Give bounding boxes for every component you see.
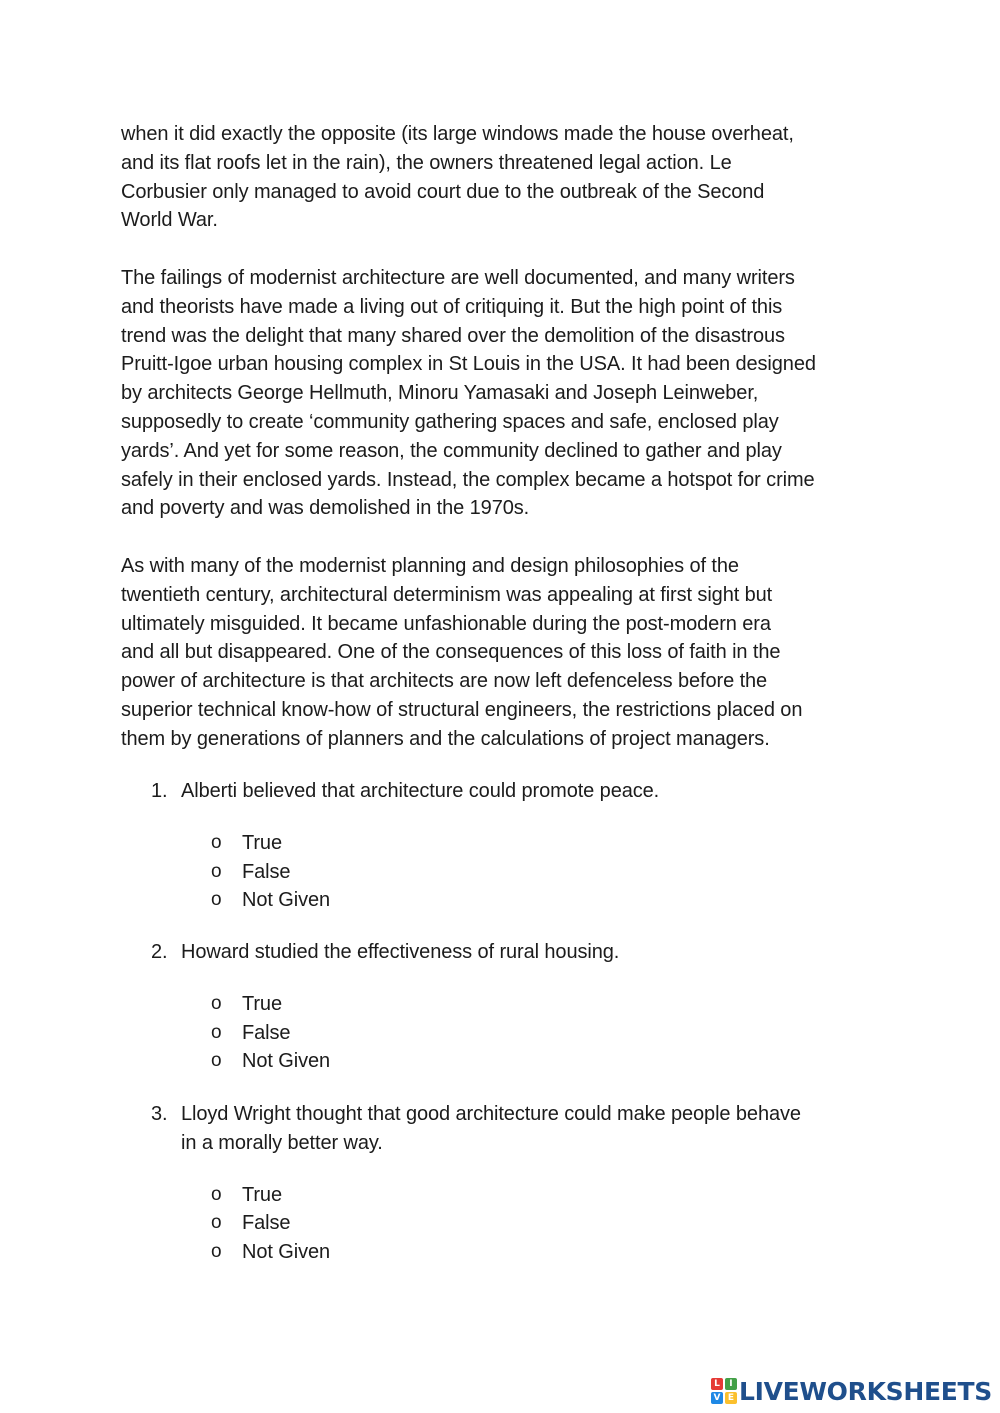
option-label: Not Given: [242, 1241, 331, 1264]
question-line: Howard studied the effectiveness of rural housing.: [181, 941, 620, 963]
passage-line: and its flat roofs let in the rain), the owners threatened legal action. Le: [121, 151, 732, 174]
question-1: [121, 777, 891, 938]
passage-line: yards’. And yet for some reason, the community declined to gather and play: [121, 439, 782, 462]
circle-bullet-icon: o: [211, 1212, 222, 1234]
circle-bullet-icon: o: [211, 1241, 222, 1263]
passage-line: and theorists have made a living out of critiquing it. But the high point of this: [121, 295, 783, 318]
brand-name: LIVEWORKSHEETS: [738, 1376, 992, 1406]
passage-paragraph-3: [121, 552, 891, 754]
option-false[interactable]: [121, 1019, 891, 1048]
passage-line: by architects George Hellmuth, Minoru Yamasaki and Joseph Leinweber,: [121, 382, 759, 405]
question-text: [181, 938, 891, 967]
circle-bullet-icon: o: [211, 831, 222, 853]
option-not-given[interactable]: [121, 886, 891, 915]
option-not-given[interactable]: [121, 1238, 891, 1267]
passage-line: and all but disappeared. One of the consequences of this loss of faith in the: [121, 641, 781, 664]
question-line: Lloyd Wright thought that good architecture could make people behave: [181, 1103, 801, 1125]
circle-bullet-icon: o: [211, 1021, 222, 1043]
option-label: False: [242, 1212, 291, 1235]
question-line: Alberti believed that architecture could promote peace.: [181, 780, 660, 802]
passage-line: safely in their enclosed yards. Instead, the complex became a hotspot for crime: [121, 468, 815, 491]
question-number: 2.: [151, 941, 168, 963]
passage-line: As with many of the modernist planning and design philosophies of the: [121, 554, 739, 577]
passage-line: Pruitt-Igoe urban housing complex in St Louis in the USA. It had been designed: [121, 353, 816, 376]
worksheet-page: [121, 120, 891, 1264]
question-2: [121, 938, 891, 1099]
passage-line: them by generations of planners and the calculations of project managers.: [121, 727, 770, 750]
option-false[interactable]: [121, 858, 891, 887]
circle-bullet-icon: o: [211, 889, 222, 911]
option-true[interactable]: [121, 829, 891, 858]
question-stem: [121, 777, 891, 806]
passage-line: superior technical know-how of structural engineers, the restrictions placed on: [121, 698, 803, 721]
liveworksheets-logo[interactable]: [711, 1374, 992, 1408]
passage-line: when it did exactly the opposite (its large windows made the house overheat,: [121, 123, 794, 145]
passage-paragraph-2: [121, 264, 891, 523]
passage-line: Corbusier only managed to avoid court due to the outbreak of the Second: [121, 180, 765, 203]
logo-letter-l: L: [711, 1378, 723, 1390]
answer-options: [121, 1181, 891, 1267]
passage-line: supposedly to create ‘community gathering spaces and safe, enclosed play: [121, 410, 779, 433]
circle-bullet-icon: o: [211, 1183, 222, 1205]
passage-line: The failings of modernist architecture are well documented, and many writers: [121, 266, 795, 289]
passage-line: ultimately misguided. It became unfashionable during the post-modern era: [121, 612, 771, 635]
passage-paragraph-1: [121, 120, 891, 235]
question-3: [121, 1100, 891, 1290]
logo-letter-e: E: [725, 1392, 737, 1404]
question-stem: [121, 1100, 891, 1158]
passage-line: World War.: [121, 209, 218, 232]
passage-line: and poverty and was demolished in the 1970s.: [121, 497, 530, 520]
question-text: [181, 777, 891, 806]
passage-line: twentieth century, architectural determinism was appealing at first sight but: [121, 583, 773, 606]
circle-bullet-icon: o: [211, 992, 222, 1014]
option-label: False: [242, 860, 291, 883]
option-true[interactable]: [121, 990, 891, 1019]
option-label: False: [242, 1021, 291, 1044]
question-text: [181, 1100, 891, 1158]
question-number: 1.: [151, 780, 168, 802]
answer-options: [121, 990, 891, 1076]
option-label: Not Given: [242, 1050, 331, 1073]
logo-letter-v: V: [711, 1392, 723, 1404]
option-label: True: [242, 831, 282, 854]
answer-options: [121, 829, 891, 915]
option-not-given[interactable]: [121, 1047, 891, 1076]
option-label: True: [242, 992, 282, 1015]
circle-bullet-icon: o: [211, 860, 222, 882]
circle-bullet-icon: o: [211, 1050, 222, 1072]
option-true[interactable]: [121, 1181, 891, 1210]
liveworksheets-logo-icon: [711, 1378, 737, 1404]
passage-line: trend was the delight that many shared over the demolition of the disastrous: [121, 324, 785, 347]
reading-passage: [121, 120, 891, 754]
passage-line: power of architecture is that architects are now left defenceless before the: [121, 670, 768, 693]
option-false[interactable]: [121, 1209, 891, 1238]
option-label: True: [242, 1183, 282, 1206]
logo-letter-i: I: [725, 1378, 737, 1390]
option-label: Not Given: [242, 889, 331, 912]
question-line: in a morally better way.: [181, 1131, 383, 1154]
question-stem: [121, 938, 891, 967]
question-number: 3.: [151, 1103, 168, 1125]
